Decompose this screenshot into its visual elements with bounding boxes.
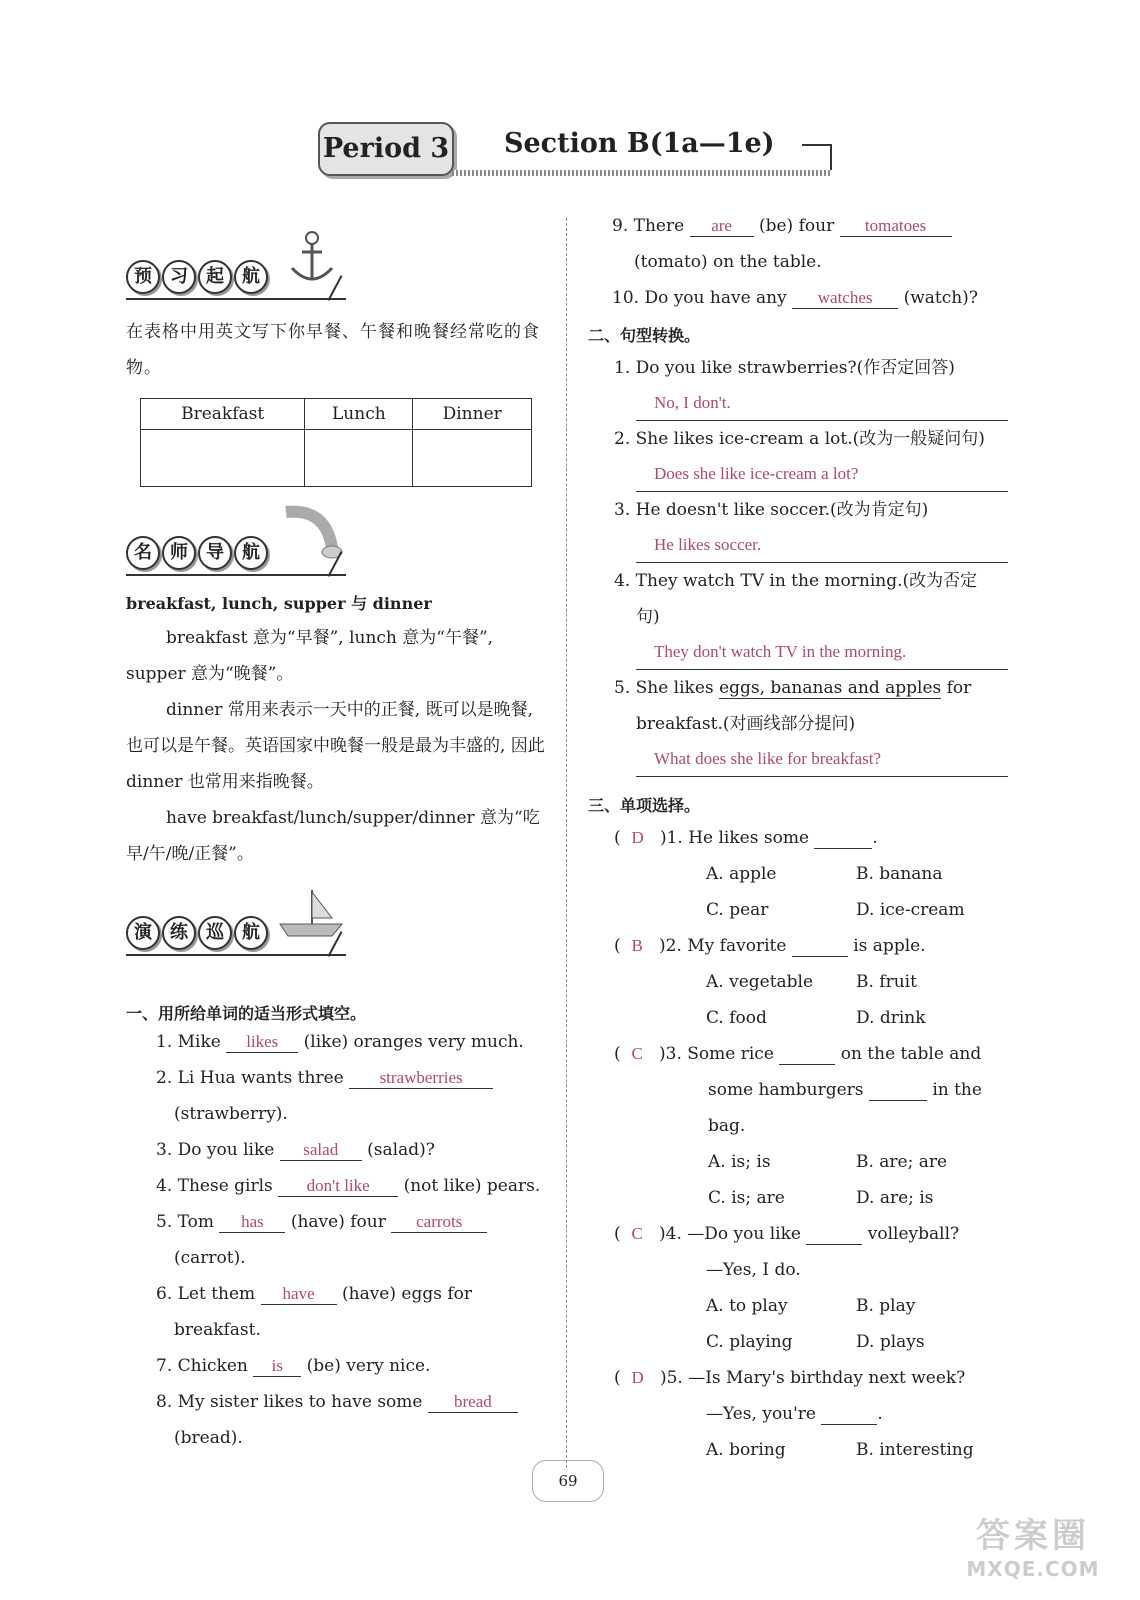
answer-blank[interactable]: carrots [391, 1213, 487, 1233]
question: 2. She likes ice-cream a lot.(改为一般疑问句) [614, 429, 985, 449]
answer-blank[interactable]: is [253, 1357, 301, 1377]
mc-option[interactable]: B. are; are [856, 1152, 948, 1172]
answer-blank[interactable]: has [219, 1213, 285, 1233]
banner-char: 起 [198, 260, 232, 294]
mc-option[interactable]: C. food [706, 1008, 767, 1028]
mc-option[interactable]: C. is; are [708, 1188, 785, 1208]
watermark [938, 1508, 1128, 1592]
banner-char: 导 [198, 536, 232, 570]
banner-char: 名 [126, 536, 160, 570]
banner-preview [126, 250, 362, 304]
mc-options [614, 1432, 1010, 1468]
mc-option[interactable]: A. to play [706, 1296, 788, 1316]
mc-option[interactable]: B. interesting [856, 1440, 974, 1460]
mc-option[interactable]: A. is; is [708, 1152, 771, 1172]
mc-option[interactable]: C. pear [706, 900, 769, 920]
mc-question-cont: —Yes, you're . [706, 1404, 883, 1424]
answer-blank[interactable]: tomatoes [840, 217, 952, 237]
mc-question: ( D )1. He likes some . [614, 828, 878, 848]
teacher-heading: breakfast, lunch, supper 与 dinner [126, 594, 432, 613]
teacher-paragraph: breakfast 意为“早餐”, lunch 意为“午餐”, supper 意为“晚餐”。 [126, 628, 494, 684]
mc-option[interactable]: B. play [856, 1296, 916, 1316]
list-item: 6. Let them have (have) eggs for [156, 1284, 473, 1304]
list-item: (tomato) on the table. [634, 252, 822, 272]
mc-question-cont: some hamburgers in the [708, 1080, 982, 1100]
food-table [140, 398, 532, 487]
mc-option[interactable]: D. are; is [856, 1188, 934, 1208]
list-item: (carrot). [174, 1248, 246, 1268]
answer-line[interactable]: Does she like ice-cream a lot? [636, 457, 1008, 492]
part1-continued [612, 208, 1012, 316]
answer-line[interactable]: What does she like for breakfast? [636, 742, 1008, 777]
banner-practice [126, 906, 362, 960]
table-header: Breakfast [141, 399, 305, 430]
table-cell[interactable] [305, 430, 413, 487]
mc-question: ( D )5. —Is Mary's birthday next week? [614, 1368, 966, 1388]
list-item: 9. There are (be) four tomatoes [612, 208, 1012, 244]
mc-option[interactable]: D. ice-cream [856, 900, 965, 920]
banner-char: 练 [162, 916, 196, 950]
list-item: 1. Mike likes (like) oranges very much. [156, 1032, 524, 1052]
watermark-line: MXQE.COM [966, 1557, 1100, 1581]
question-blank [814, 829, 872, 849]
mc-options [614, 964, 1010, 1000]
mc-option[interactable]: D. plays [856, 1332, 925, 1352]
question: 3. He doesn't like soccer.(改为肯定句) [614, 500, 929, 520]
page-number: 69 [532, 1460, 604, 1502]
mc-option[interactable]: D. drink [856, 1008, 926, 1028]
mc-options [614, 1324, 1010, 1360]
answer-blank[interactable]: strawberries [349, 1069, 493, 1089]
mc-options [614, 892, 1010, 928]
header-hook [802, 144, 832, 170]
mc-answer[interactable]: C [631, 1044, 643, 1063]
page-header [318, 118, 836, 178]
mc-question-cont: bag. [708, 1116, 746, 1136]
question-blank [869, 1081, 927, 1101]
question-cont: breakfast.(对画线部分提问) [636, 714, 856, 734]
mc-question: ( C )3. Some rice on the table and [614, 1044, 982, 1064]
mc-option[interactable]: B. banana [856, 864, 943, 884]
part3-list [614, 820, 1010, 1468]
list-item: 2. Li Hua wants three strawberries [156, 1060, 551, 1096]
answer-line[interactable]: No, I don't. [636, 386, 1008, 421]
list-item: 10. Do you have any watches (watch)? [612, 288, 978, 308]
list-item: 4. These girls don't like (not like) pears. [156, 1176, 541, 1196]
teacher-paragraph: dinner 常用来表示一天中的正餐, 既可以是晚餐, 也可以是午餐。英语国家中晚餐一般是最为丰盛的, 因此 dinner 也常用来指晚餐。 [126, 700, 545, 792]
list-item: (bread). [174, 1428, 243, 1448]
question-blank [779, 1045, 835, 1065]
list-item: 8. My sister likes to have some bread [156, 1384, 551, 1420]
period-label: Period 3 [318, 122, 454, 176]
question: 1. Do you like strawberries?(作否定回答) [614, 358, 955, 378]
part2-title: 二、句型转换。 [588, 326, 701, 345]
answer-line[interactable]: He likes soccer. [636, 528, 1008, 563]
answer-line[interactable]: They don't watch TV in the morning. [636, 635, 1008, 670]
mc-option[interactable]: C. playing [706, 1332, 793, 1352]
table-header: Dinner [413, 399, 532, 430]
banner-char: 演 [126, 916, 160, 950]
mc-answer[interactable]: D [631, 1368, 644, 1387]
mc-option[interactable]: A. vegetable [706, 972, 814, 992]
part3-title: 三、单项选择。 [588, 796, 701, 815]
anchor-icon [276, 228, 346, 288]
mc-option[interactable]: A. boring [706, 1440, 786, 1460]
question-blank [806, 1225, 862, 1245]
mc-options [614, 1288, 1010, 1324]
mc-question: ( B )2. My favorite is apple. [614, 936, 926, 956]
watermark-line: 答案圈 [976, 1516, 1090, 1556]
answer-blank[interactable]: watches [792, 289, 898, 309]
mc-question: ( C )4. —Do you like volleyball? [614, 1224, 960, 1244]
banner-char: 巡 [198, 916, 232, 950]
part2-list [614, 350, 1008, 777]
mc-answer[interactable]: D [631, 828, 644, 847]
answer-blank[interactable]: have [261, 1285, 337, 1305]
mc-option[interactable]: B. fruit [856, 972, 917, 992]
preview-instruction: 在表格中用英文写下你早餐、午餐和晚餐经常吃的食物。 [126, 322, 540, 378]
horn-icon [276, 504, 346, 564]
header-rule [452, 170, 830, 176]
list-item: 7. Chicken is (be) very nice. [156, 1356, 431, 1376]
list-item: (strawberry). [174, 1104, 288, 1124]
part1-title: 一、用所给单词的适当形式填空。 [126, 1004, 367, 1023]
list-item: breakfast. [174, 1320, 261, 1340]
section-title: Section B(1a—1e) [504, 128, 775, 159]
answer-blank[interactable]: likes [226, 1033, 298, 1053]
table-cell[interactable] [141, 430, 305, 487]
question-cont: 句) [636, 607, 660, 627]
mc-answer[interactable]: C [631, 1224, 643, 1243]
answer-blank[interactable]: are [690, 217, 754, 237]
list-item: 3. Do you like salad (salad)? [156, 1140, 435, 1160]
mc-options [614, 1144, 1010, 1180]
banner-char: 预 [126, 260, 160, 294]
question-blank [792, 937, 848, 957]
banner-char: 航 [234, 536, 268, 570]
banner-char: 师 [162, 536, 196, 570]
banner-teacher [126, 526, 362, 580]
mc-answer[interactable]: B [631, 936, 643, 955]
mc-question-cont: —Yes, I do. [706, 1260, 801, 1280]
underlined-phrase: eggs, bananas and apples [719, 678, 942, 698]
question: 5. She likes eggs, bananas and apples for [614, 678, 972, 698]
banner-char: 习 [162, 260, 196, 294]
mc-options [614, 1180, 1010, 1216]
table-cell[interactable] [413, 430, 532, 487]
banner-char: 航 [234, 260, 268, 294]
mc-options [614, 1000, 1010, 1036]
answer-blank[interactable]: bread [428, 1393, 518, 1413]
mc-options [614, 856, 1010, 892]
table-header: Lunch [305, 399, 413, 430]
teacher-paragraph: have breakfast/lunch/supper/dinner 意为“吃早/午/晚/正餐”。 [126, 808, 540, 864]
question-blank [821, 1405, 877, 1425]
column-divider [566, 218, 567, 1468]
answer-blank[interactable]: don't like [278, 1177, 398, 1197]
mc-option[interactable]: A. apple [706, 864, 777, 884]
banner-char: 航 [234, 916, 268, 950]
part1-list [156, 1024, 551, 1456]
ship-icon [276, 884, 346, 944]
list-item: 5. Tom has (have) four carrots [156, 1204, 551, 1240]
question: 4. They watch TV in the morning.(改为否定 [614, 571, 978, 591]
answer-blank[interactable]: salad [280, 1141, 362, 1161]
